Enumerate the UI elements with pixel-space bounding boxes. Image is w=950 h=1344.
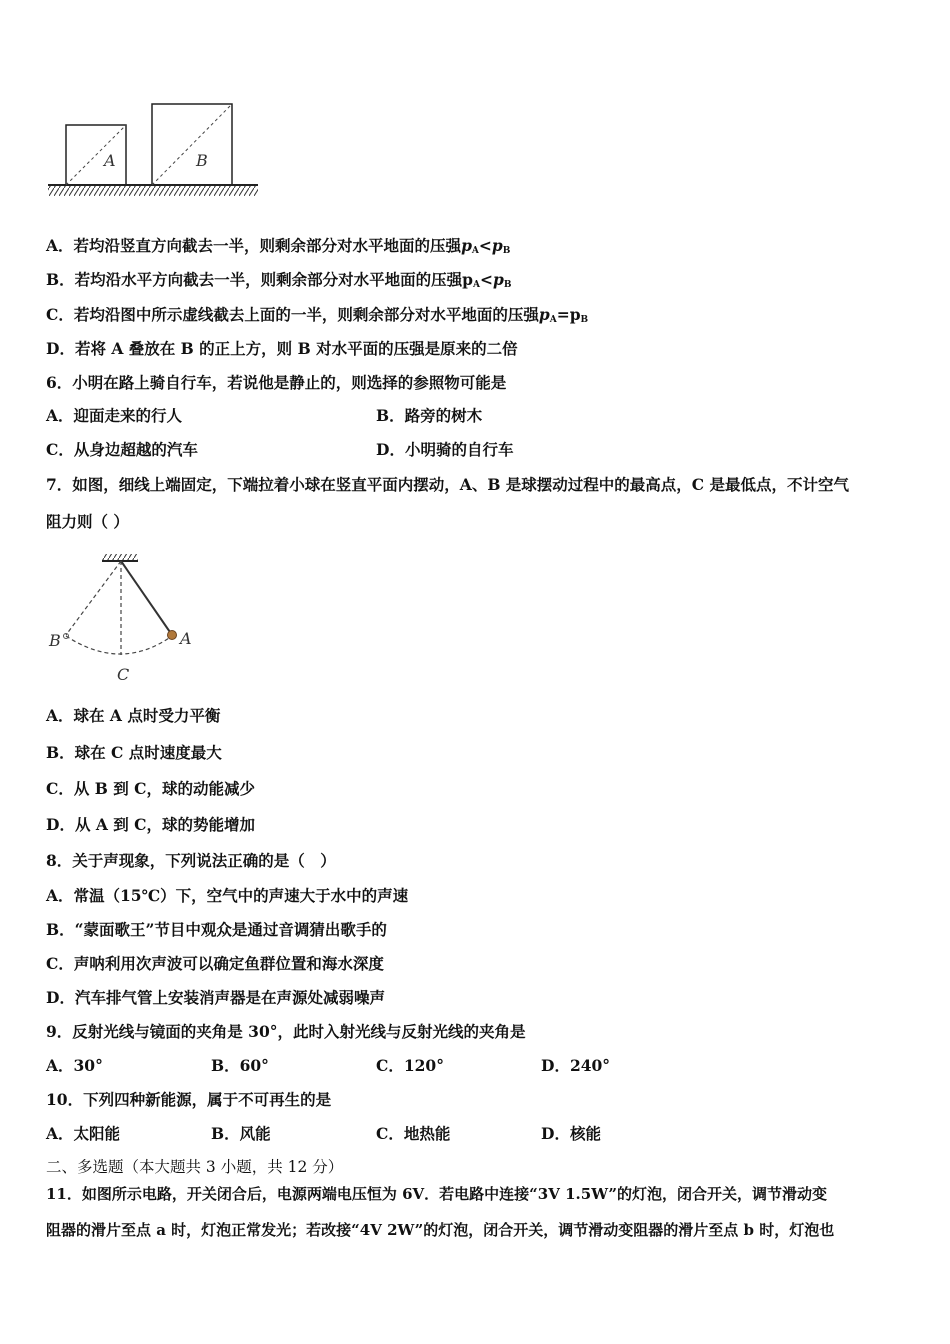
q5-option-c: C．若均沿图中所示虚线截去上面的一半，则剩余部分对水平地面的压强$p_A=p_B$	[46, 305, 589, 325]
q7-stem-line2: 阻力则（ ）	[46, 512, 129, 531]
q11-line2: 阻器的滑片至点 a 时，灯泡正常发光；若改接“4V 2W”的灯泡，闭合开关，调节滑动变阻器的滑片至点 b 时，灯泡也	[46, 1221, 835, 1239]
pendulum-string-b	[66, 561, 121, 635]
q6-option-a: A．迎面走来的行人	[46, 406, 183, 425]
blocks-figure	[44, 100, 264, 200]
block-a-label: A	[104, 151, 116, 170]
q10-option-b: B．风能	[211, 1124, 271, 1143]
q7-stem-line1: 7．如图，细线上端固定，下端拉着小球在竖直平面内摆动，A、B 是球摆动过程中的最高点，C 是最低点，不计空气	[46, 475, 850, 494]
q5-option-d: D．若将 A 叠放在 B 的正上方，则 B 对水平面的压强是原来的二倍	[46, 339, 518, 358]
q5-option-b: B．若均沿水平方向截去一半，则剩余部分对水平地面的压强$p_A<p_B$	[46, 270, 512, 290]
q8-option-a: A．常温（15℃）下，空气中的声速大于水中的声速	[46, 886, 409, 905]
block-a-diagonal	[66, 125, 126, 185]
pendulum-ball	[168, 631, 177, 640]
q11-line1: 11．如图所示电路，开关闭合后，电源两端电压恒为 6V．若电路中连接“3V 1.5W”的灯泡，闭合开关，调节滑动变	[46, 1185, 827, 1203]
q6-option-d: D．小明骑的自行车	[376, 440, 514, 459]
pendulum-figure	[44, 550, 204, 685]
section2-title: 二、多选题（本大题共 3 小题，共 12 分）	[46, 1158, 344, 1176]
q7-option-a: A．球在 A 点时受力平衡	[46, 706, 221, 725]
q10-option-a: A．太阳能	[46, 1124, 121, 1143]
q7-option-d: D．从 A 到 C，球的势能增加	[46, 815, 255, 834]
pendulum-label-a: A	[180, 629, 192, 648]
q10-option-d: D．核能	[541, 1124, 601, 1143]
q10-option-c: C．地热能	[376, 1124, 451, 1143]
pendulum-arc	[66, 636, 172, 654]
q8-option-b: B．“蒙面歌王”节目中观众是通过音调猜出歌手的	[46, 920, 387, 939]
q5-option-a: A．若均沿竖直方向截去一半，则剩余部分对水平地面的压强$p_A<p_B$	[46, 236, 511, 256]
q9-option-b: B．60°	[211, 1056, 269, 1075]
q8-option-d: D．汽车排气管上安装消声器是在声源处减弱噪声	[46, 988, 385, 1007]
q9-option-d: D．240°	[541, 1056, 611, 1075]
q7-option-b: B．球在 C 点时速度最大	[46, 743, 222, 762]
pendulum-label-c: C	[117, 665, 130, 684]
q9-option-a: A．30°	[46, 1056, 103, 1075]
pendulum-string-a	[121, 561, 172, 635]
ground-hatch	[48, 186, 258, 196]
q7-option-c: C．从 B 到 C，球的动能减少	[46, 779, 255, 798]
q9-stem: 9．反射光线与镜面的夹角是 30°，此时入射光线与反射光线的夹角是	[46, 1022, 526, 1041]
q9-option-c: C．120°	[376, 1056, 444, 1075]
q6-option-b: B．路旁的树木	[376, 406, 483, 425]
block-b-diagonal	[152, 104, 232, 185]
q6-option-c: C．从身边超越的汽车	[46, 440, 198, 459]
block-b-label: B	[196, 151, 208, 170]
pendulum-support	[102, 554, 138, 561]
pendulum-label-b: B	[49, 631, 61, 650]
q8-stem: 8．关于声现象，下列说法正确的是（ ）	[46, 851, 336, 870]
q6-stem: 6．小明在路上骑自行车，若说他是静止的，则选择的参照物可能是	[46, 373, 507, 392]
q10-stem: 10．下列四种新能源，属于不可再生的是	[46, 1090, 332, 1109]
q8-option-c: C．声呐利用次声波可以确定鱼群位置和海水深度	[46, 954, 384, 973]
